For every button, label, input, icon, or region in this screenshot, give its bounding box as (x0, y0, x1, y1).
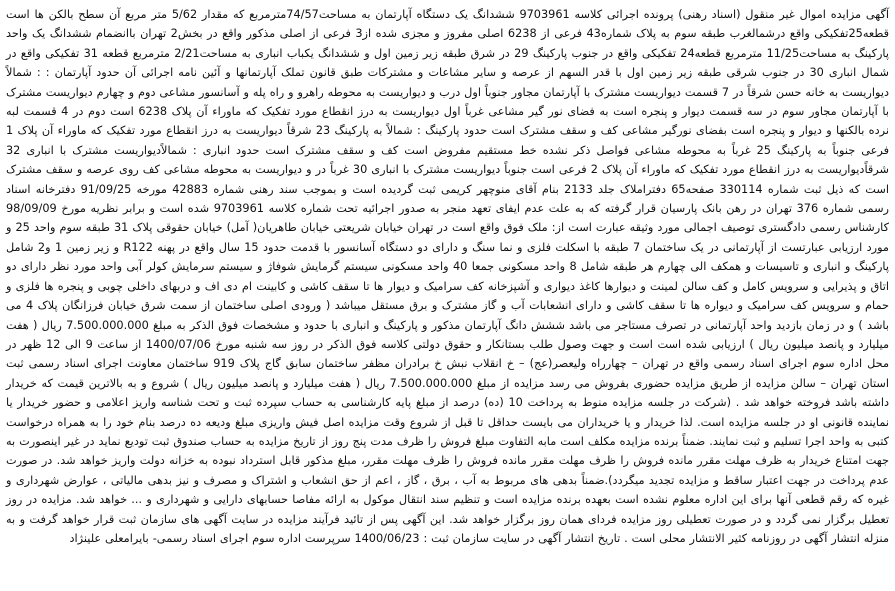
auction-notice-text: آگهی مزایده اموال غیر منقول (اسناد رهنی) پرونده اجرائی کلاسه 9703961 ششدانگ یک دستگاه آپارتمان به مساحت74/57مترمربع که مقدار 5/62 متر مربع آن سطح بالکن ها است قطعه25تفکیکی واقع درشمالغرب طبقه سوم به پلاک شماره43 فرعی از 6238 اصلی مفروز و مجزی شده از3 فرعی از اصلی مذکور واقع در بخش2 تهران باانضمام ششدانگ یک واحد پارکینگ به مساحت11/25 مترمربع قطعه24 تفکیکی واقع در جنوب پارکینگ 29 در شرق طبقه زیر زمین اول و ششدانگ یکباب انباری به مساحت2/21 مترمربع قطعه 31 تفکیکی واقع در شمال انباری 30 در جنوب شرقی طبقه زیر زمین اول با قدر السهم از عرصه و سایر مشاعات و مشترکات طبق قانون تملک آپارتمانها و آئین نامه اجرائی آن حدود آپارتمان : : شمالاً دیواریست به خانه حسن شرقاً در 7 قسمت دیواریست مشترک با آپارتمان مجاور جنوباً اول درب و دیواریست به محوطه راهرو و راه پله و آسانسور مشاعی دوم و چهارم دیواریست مشترک با آپارتمان مجاور سوم در سه قسمت دیوار و پنجره است به فضای نور گیر مشاعی غرباً اول دیواریست به درز انقطاع مورد تفکیک که ماوراء آن پلاک 6238 است دوم در 4 قسمت لبه نرده بالکنها و دیوار و پنجره است بفضای نورگیر مشاعی کف و سقف مشترک است حدود پارکینگ : شمالاً به پارکینگ 23 شرقاً دیواریست به درز انقطاع مورد تفکیک که ماوراء آن پلاک 1 فرعی جنوباً به پارکینگ 25 غرباً به محوطه مشاعی فواصل ذکر نشده خط مستقیم مفروض است کف و سقف مشترک است حدود انباری : شمالاًدیواریست مشترک با انباری 32 شرقاًدیواریست به درز انقطاع مورد تفکیک که ماوراء آن پلاک 2 فرعی است جنوباً دیواریست مشترک با انباری 30 غرباً در و دیواریست به محوطه مشاعی کف روی عرصه و سقف مشترک است که ذیل ثبت شماره 330114 صفحه65 دفتراملاک جلد 2133 بنام آقای منوچهر کریمی ثبت گردیده است و بموجب سند رهنی شماره 42883 مورخه 91/09/25 دفترخانه اسناد رسمی شماره 376 تهران در رهن بانک پارسیان قرار گرفته که به علت عدم ایفای تعهد منجر به صدور اجرائیه تحت شماره کلاسه 9703961 شده است و برابر نظریه مورخ 98/09/09 کارشناس رسمی دادگستری توصیف اجمالی مورد وثیقه عبارت است از: ملک فوق واقع است در تهران خیابان شریعتی خیابان طاهریان( آمل) خیابان حقوقی پلاک 31 طبقه سوم واحد 25 و مورد ارزیابی عبارتست از آپارتمانی در یک ساختمان 7 طبقه با اسکلت فلزی و نما سنگ و دارای دو دستگاه آسانسور با قدمت حدود 15 سال واقع در پهنه R122 و زیر زمین 1 و2 شامل پارکینگ و انباری و تاسیسات و همکف الی چهارم هر طبقه شامل 8 واحد مسکونی جمعا 40 واحد مسکونی سیستم گرمایش شوفاژ و سیستم سرمایش کولر آبی واحد مورد نظر دارای دو اتاق و پذیرایی و سرویس کامل و کف سالن لمینت و دیوارها کاغذ دیواری و آشپزخانه کف سرامیک و دیوار ها تا سقف کاشی و کابینت ام دی اف و دربهای داخلی چوبی و پنجره ها فلزی و حمام و سرویس کف سرامیک و دیواره ها تا سقف کاشی و دارای انشعابات آب و گاز مشترک و برق مستقل میباشد ( ورودی اصلی ساختمان از سمت شرق خیابان فرزانگان پلاک 4 می باشد ) و در زمان بازدید واحد آپارتمانی در تصرف مستاجر می باشد ششش دانگ آپارتمان مذکور و پارکینگ و انباری با حدود و مشخصات فوق الذکر به مبلغ 7.500.000.000 ریال ( هفت میلیارد و پانصد میلیون ریال ) ارزیابی شده است است و جهت وصول طلب بستانکار و حقوق دولتی کلاسه فوق الذکر در روز سه شنبه مورخ 1400/07/06 از ساعت 9 الی 12 ظهر در محل اداره سوم اجرای اسناد رسمی واقع در تهران – چهارراه ولیعصر(عج) – خ انقلاب نبش خ برادران مظفر ساختمان سابق گاج پلاک 919 ساختمان معاونت اجرای اسناد رسمی ثبت استان تهران – سالن مزایده از طریق مزایده حضوری بفروش می رسد مزایده از مبلغ 7.500.000.000 ریال ( هفت میلیارد و پانصد میلیون ریال ) شروع و به بالاترین قیمت که خریدار داشته باشد فروخته خواهد شد . (شرکت در جلسه مزایده منوط به پرداخت 10 (ده) درصد از مبلغ پایه کارشناسی به حساب سپرده ثبت و تحت شناسه واریز اعلامی و حضور خریدار یا نماینده قانونی او در جلسه مزایده است. لذا خریدار و یا خریداران می بایست حداقل تا قبل از شروع وقت مزایده اصل فیش واریزی مبلغ ودیعه ده درصد بنام خود را به همراه درخواست کتبی به واحد اجرا تسلیم و ثبت نمایند. ضمناً برنده مزایده مکلف است مابه التفاوت مبلغ فروش را ظرف مدت پنج روز از تاریخ مزایده به حساب صندوق ثبت تودیع نماید در غیر اینصورت به جهت امتناع خریدار به ظرف مهلت مقرر مانده فروش را ظرف مهلت مقرر مانده فروش را ظرف مهلت مقرر، مبلغ مذکور قابل استرداد نبوده به خزانه دولت واریز خواهد شد. در صورت عدم پرداخت در جهت اعتبار ساقط و مزایده تجدید میگردد).ضمناً بدهی های مربوط به آب ، برق ، گاز ، اعم از حق انشعاب و اشتراک و مصرف و نیز بدهی مالیاتی ، عوارض شهرداری و غیره که رقم قطعی آنها برای این اداره معلوم نشده است بعهده برنده مزایده است و تنظیم سند انتقال موکول به ارائه مفاصا حسابهای دارایی و شهرداری و ... خواهد شد. مزایده در روز تعطیل برگزار نمی گردد و در صورت تعطیلی روز مزایده فردای همان روز برگزار خواهد شد. این آگهی پس از تائید فرآیند مزایده در سایت آگهی های سازمان ثبت قرار خواهد گرفت و به منزله انتشار آگهی در روزنامه کثیر الانتشار محلی است . تاریخ انتشار آگهی در سایت سازمان ثبت : 1400/06/23 سرپرست اداره سوم اجرای اسناد رسمی- بایرامعلی علینژاد (6, 8, 890, 545)
